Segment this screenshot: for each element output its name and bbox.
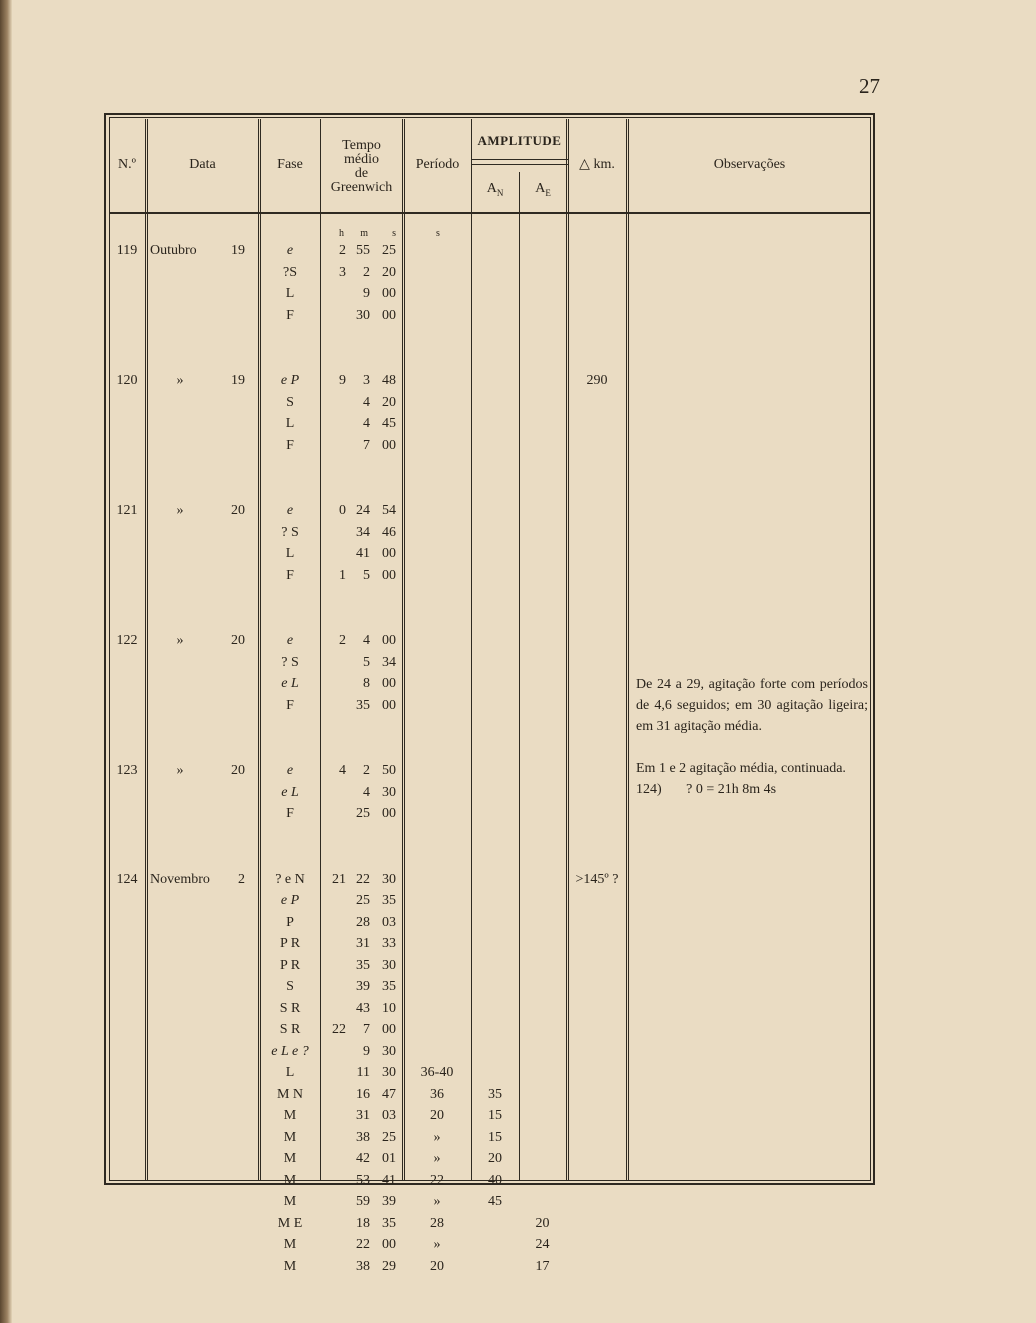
cell-m: 2 <box>363 763 370 778</box>
header-tempo-1: Tempo <box>342 138 381 153</box>
cell-fase: L <box>285 1065 295 1080</box>
header-tempo-2: médio <box>344 152 379 167</box>
cell-h: 1 <box>339 567 346 583</box>
cell-fase: e L <box>281 676 299 691</box>
cell-s: 35 <box>382 893 396 908</box>
cell-m: 9 <box>363 286 370 301</box>
cell-fase: e <box>286 503 294 518</box>
cell-fase: e <box>286 763 294 778</box>
cell-m: 42 <box>356 1151 370 1166</box>
cell-periodo: 20 <box>430 1108 444 1123</box>
cell-fase: e P <box>280 893 300 908</box>
cell-m: 25 <box>356 893 370 908</box>
cell-m: 7 <box>363 1022 370 1037</box>
cell-m: 11 <box>356 1065 370 1080</box>
cell-h: 22 <box>332 1022 346 1037</box>
cell-s: 30 <box>382 1065 396 1080</box>
cell-s: 00 <box>382 633 396 648</box>
cell-day: 2 <box>238 871 245 887</box>
cell-periodo: » <box>433 1237 441 1252</box>
cell-month: » <box>176 503 184 518</box>
header-an: $A_N$ <box>486 181 504 198</box>
cell-m: 22 <box>356 1237 370 1252</box>
cell-no: 122 <box>116 633 138 648</box>
cell-m: 5 <box>363 654 370 670</box>
cell-h: 3 <box>339 264 346 280</box>
cell-s: 47 <box>382 1086 396 1102</box>
cell-m: 30 <box>356 307 370 323</box>
cell-month: » <box>176 373 184 388</box>
cell-s: 00 <box>382 437 396 453</box>
cell-fase: e <box>286 633 294 648</box>
cell-no: 123 <box>116 763 138 778</box>
cell-s: 48 <box>382 373 396 388</box>
cell-day: 20 <box>231 763 245 778</box>
cell-fase: P R <box>279 936 301 951</box>
cell-an: 35 <box>488 1086 502 1102</box>
cell-fase: M <box>283 1151 297 1166</box>
cell-dist: >145º ? <box>575 871 619 887</box>
cell-s: 00 <box>382 546 396 561</box>
cell-m: 31 <box>356 936 370 951</box>
cell-m: 35 <box>356 697 370 713</box>
cell-s: 00 <box>382 1237 396 1252</box>
observation-124-a: Em 1 e 2 agitação média, continuada. <box>636 761 846 776</box>
header-amplitude: AMPLITUDE <box>477 133 562 148</box>
cell-m: 25 <box>356 806 370 821</box>
cell-periodo: 22 <box>430 1172 444 1188</box>
cell-s: 30 <box>382 784 396 800</box>
cell-s: 35 <box>382 979 396 994</box>
cell-m: 4 <box>363 784 370 800</box>
cell-h: 4 <box>339 763 346 778</box>
cell-m: 3 <box>363 373 370 388</box>
cell-day: 20 <box>231 503 245 518</box>
cell-fase: e P <box>280 373 300 388</box>
header-fase: Fase <box>277 157 303 172</box>
cell-m: 38 <box>356 1258 370 1274</box>
cell-s: 00 <box>382 567 396 583</box>
cell-an: 40 <box>488 1172 502 1188</box>
cell-fase: F <box>286 806 294 821</box>
cell-ae: 20 <box>535 1215 550 1231</box>
cell-dist: 290 <box>586 373 608 388</box>
cell-s: 10 <box>382 1000 396 1016</box>
cell-periodo: 36 <box>430 1086 444 1102</box>
cell-fase: M <box>283 1258 297 1274</box>
cell-day: 19 <box>231 243 245 258</box>
cell-m: 4 <box>363 394 370 410</box>
cell-fase: ? e N <box>275 871 305 887</box>
cell-s: 35 <box>382 1215 396 1231</box>
header-tempo-3: de <box>354 166 369 181</box>
cell-m: 31 <box>356 1108 370 1123</box>
cell-h: 21 <box>332 871 346 887</box>
cell-fase: M <box>283 1172 297 1188</box>
cell-m: 38 <box>356 1129 370 1145</box>
cell-s: 03 <box>382 1108 396 1123</box>
unit-s: s <box>392 228 396 239</box>
cell-fase: F <box>286 307 294 323</box>
unit-h: h <box>339 228 344 239</box>
cell-fase: e <box>286 243 294 258</box>
cell-s: 20 <box>382 394 396 410</box>
cell-m: 53 <box>356 1172 370 1188</box>
cell-s: 46 <box>382 524 396 540</box>
cell-s: 25 <box>382 243 396 258</box>
cell-s: 30 <box>382 1043 396 1059</box>
cell-s: 00 <box>382 307 396 323</box>
cell-s: 30 <box>382 957 396 973</box>
book-spine <box>0 0 12 1323</box>
cell-s: 34 <box>382 654 396 670</box>
cell-fase: M <box>283 1237 297 1252</box>
cell-m: 5 <box>363 567 370 583</box>
cell-periodo: » <box>433 1194 441 1209</box>
cell-month: » <box>176 763 184 778</box>
cell-h: 2 <box>339 243 346 258</box>
cell-no: 121 <box>116 503 138 518</box>
observation-124-b: 124) ? 0 = 21h 8m 4s <box>636 782 777 797</box>
cell-m: 55 <box>356 243 370 258</box>
cell-s: 20 <box>382 264 396 280</box>
cell-m: 34 <box>356 524 370 540</box>
cell-s: 45 <box>382 416 396 431</box>
cell-fase: M <box>283 1108 297 1123</box>
cell-s: 30 <box>382 871 396 887</box>
header-no: N.º <box>118 157 136 172</box>
cell-no: 119 <box>116 243 138 258</box>
cell-periodo: » <box>433 1129 441 1145</box>
cell-m: 35 <box>356 957 370 973</box>
cell-periodo: » <box>433 1151 441 1166</box>
cell-m: 8 <box>363 676 370 691</box>
cell-fase: F <box>286 437 294 453</box>
header-observacoes: Observações <box>713 157 786 172</box>
cell-m: 24 <box>356 503 370 518</box>
cell-day: 19 <box>231 373 245 388</box>
cell-m: 22 <box>356 871 370 887</box>
cell-h: 9 <box>339 373 346 388</box>
cell-fase: M N <box>276 1086 304 1102</box>
cell-ae: 24 <box>535 1237 550 1252</box>
cell-fase: M E <box>277 1215 303 1231</box>
cell-periodo: 36-40 <box>420 1065 454 1080</box>
cell-m: 43 <box>356 1000 370 1016</box>
cell-s: 00 <box>382 676 396 691</box>
cell-s: 25 <box>382 1129 396 1145</box>
page-number: 27 <box>859 74 880 98</box>
cell-periodo: 28 <box>430 1215 444 1231</box>
cell-m: 7 <box>363 437 370 453</box>
cell-s: 03 <box>382 914 396 930</box>
cell-s: 50 <box>382 763 396 778</box>
cell-fase: P R <box>279 957 301 973</box>
cell-an: 20 <box>488 1151 502 1166</box>
cell-month: Outubro <box>150 243 197 258</box>
cell-fase: L <box>285 416 295 431</box>
cell-s: 00 <box>382 806 396 821</box>
cell-m: 16 <box>356 1086 370 1102</box>
cell-s: 39 <box>382 1194 396 1209</box>
cell-m: 18 <box>356 1215 370 1231</box>
cell-fase: e L <box>281 784 299 800</box>
cell-fase: L <box>285 286 295 301</box>
cell-s: 29 <box>382 1258 396 1274</box>
cell-fase: M <box>283 1129 297 1145</box>
cell-month: Novembro <box>150 871 210 887</box>
cell-m: 2 <box>363 264 370 280</box>
cell-s: 00 <box>382 697 396 713</box>
cell-m: 41 <box>356 546 370 561</box>
cell-month: » <box>176 633 184 648</box>
cell-m: 4 <box>363 633 370 648</box>
cell-s: 41 <box>382 1172 396 1188</box>
cell-ae: 17 <box>535 1258 550 1274</box>
unit-m: m <box>360 228 368 239</box>
cell-fase: S <box>286 979 294 994</box>
cell-m: 28 <box>356 914 370 930</box>
cell-s: 33 <box>382 936 396 951</box>
cell-fase: P <box>286 914 294 930</box>
cell-fase: F <box>286 567 294 583</box>
header-tempo-4: Greenwich <box>330 180 393 195</box>
cell-s: 00 <box>382 1022 396 1037</box>
header-data: Data <box>189 157 216 172</box>
cell-fase: S <box>286 394 294 410</box>
cell-fase: L <box>285 546 295 561</box>
cell-fase: F <box>286 697 294 713</box>
unit-periodo-s: s <box>436 228 440 239</box>
cell-s: 54 <box>382 503 396 518</box>
cell-h: 0 <box>339 503 346 518</box>
cell-fase: S R <box>279 1000 301 1016</box>
header-distance: △ km. <box>579 157 615 172</box>
observation-123: De 24 a 29, agitação forte com períodos de 4,6 seguidos; em 30 agitação ligeira; em 31 agitação média. <box>636 677 868 734</box>
cell-m: 59 <box>356 1194 370 1209</box>
cell-m: 9 <box>363 1043 370 1059</box>
cell-an: 45 <box>488 1194 502 1209</box>
cell-day: 20 <box>231 633 245 648</box>
cell-fase: S R <box>279 1022 301 1037</box>
cell-m: 4 <box>363 416 370 431</box>
cell-m: 39 <box>356 979 370 994</box>
cell-fase: e L e ? <box>271 1043 309 1059</box>
cell-fase: M <box>283 1194 297 1209</box>
cell-fase: ?S <box>283 264 297 280</box>
header-periodo: Período <box>415 157 460 172</box>
cell-fase: ? S <box>281 654 299 670</box>
cell-an: 15 <box>488 1108 502 1123</box>
cell-h: 2 <box>339 633 346 648</box>
cell-s: 01 <box>382 1151 396 1166</box>
cell-fase: ? S <box>281 524 299 540</box>
cell-periodo: 20 <box>430 1258 444 1274</box>
cell-s: 00 <box>382 286 396 301</box>
header-ae: $A_E$ <box>535 181 551 198</box>
cell-no: 124 <box>116 871 138 887</box>
cell-no: 120 <box>116 373 138 388</box>
cell-an: 15 <box>488 1129 502 1145</box>
